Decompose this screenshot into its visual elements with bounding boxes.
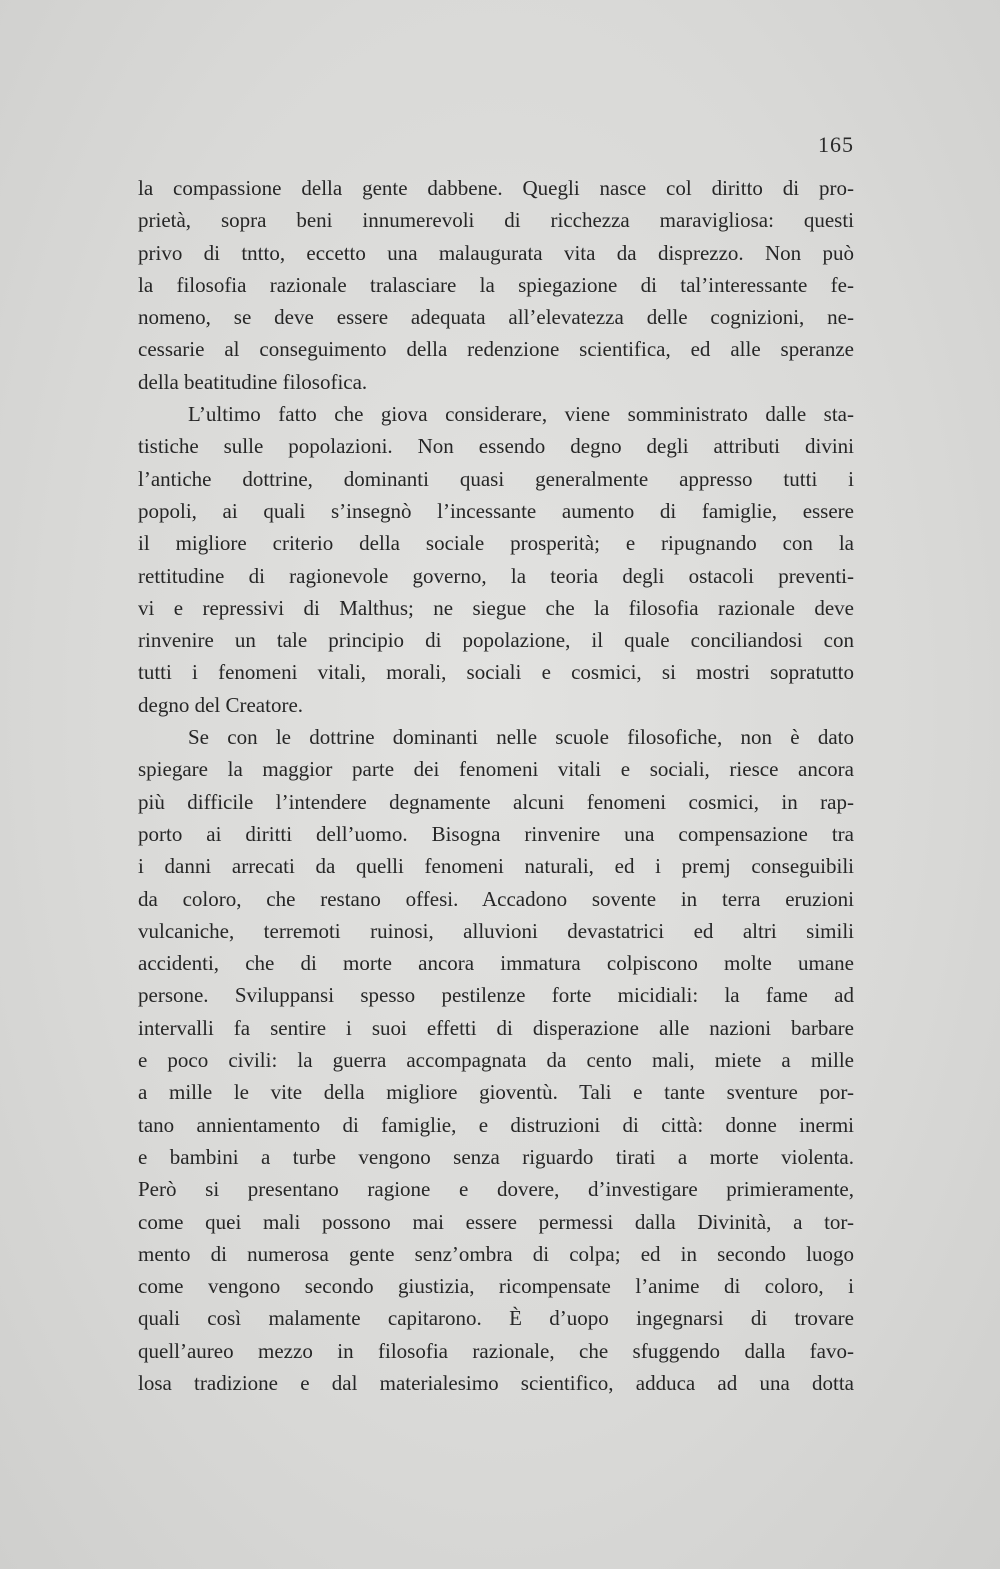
text-line: vulcaniche, terremoti ruinosi, alluvioni devastatrici ed altri simili [138, 918, 854, 943]
text-line: e bambini a turbe vengono senza riguardo tirati a morte violenta. [138, 1144, 854, 1169]
text-line: e poco civili: la guerra accompagnata da cento mali, miete a mille [138, 1048, 854, 1073]
text-line: i danni arrecati da quelli fenomeni naturali, ed i premj conseguibili [138, 854, 854, 879]
text-line: rinvenire un tale principio di popolazione, il quale conciliandosi con [138, 628, 854, 653]
text-line: a mille le vite della migliore gioventù. Tali e tante sventure por- [138, 1080, 854, 1105]
paragraph-first-line: Se con le dottrine dominanti nelle scuole filosofiche, non è dato [188, 725, 854, 750]
text-line: da coloro, che restano offesi. Accadono sovente in terra eruzioni [138, 886, 854, 911]
text-line: spiegare la maggior parte dei fenomeni vitali e sociali, riesce ancora [138, 757, 854, 782]
body-text [138, 172, 854, 1399]
text-line: tutti i fenomeni vitali, morali, sociali e cosmici, si mostri sopratutto [138, 660, 854, 685]
paragraph-last-line: della beatitudine filosofica. [138, 369, 368, 394]
paragraph-last-line: degno del Creatore. [138, 692, 304, 717]
page-number: 165 [818, 132, 854, 157]
text-line: prietà, sopra beni innumerevoli di ricchezza maravigliosa: questi [138, 208, 854, 233]
text-line: intervalli fa sentire i suoi effetti di disperazione alle nazioni barbare [138, 1015, 854, 1040]
text-line: porto ai diritti dell’uomo. Bisogna rinvenire una compensazione tra [138, 821, 854, 846]
text-line: mento di numerosa gente senz’ombra di colpa; ed in secondo luogo [138, 1241, 854, 1266]
text-line: come vengono secondo giustizia, ricompensate l’anime di coloro, i [138, 1274, 854, 1299]
text-line: nomeno, se deve essere adequata all’elevatezza delle cognizioni, ne- [138, 305, 854, 330]
text-line: privo di tntto, eccetto una malaugurata vita da disprezzo. Non può [138, 240, 854, 265]
text-line: Però si presentano ragione e dovere, d’investigare primieramente, [138, 1177, 854, 1202]
paragraph-first-line: L’ultimo fatto che giova considerare, viene somministrato dalle sta- [188, 402, 854, 427]
text-line: il migliore criterio della sociale prosperità; e ripugnando con la [138, 531, 854, 556]
text-line: l’antiche dottrine, dominanti quasi generalmente appresso tutti i [138, 466, 854, 491]
text-line: popoli, ai quali s’insegnò l’incessante aumento di famiglie, essere [138, 498, 854, 523]
text-line: vi e repressivi di Malthus; ne siegue che la filosofia razionale deve [138, 595, 854, 620]
text-line: quell’aureo mezzo in filosofia razionale, che sfuggendo dalla favo- [138, 1338, 854, 1363]
text-line: tano annientamento di famiglie, e distruzioni di città: donne inermi [138, 1112, 854, 1137]
text-line: più difficile l’intendere degnamente alcuni fenomeni cosmici, in rap- [138, 789, 854, 814]
text-line: rettitudine di ragionevole governo, la teoria degli ostacoli preventi- [138, 563, 854, 588]
text-line: cessarie al conseguimento della redenzione scientifica, ed alle speranze [138, 337, 854, 362]
text-line: losa tradizione e dal materialesimo scientifico, adduca ad una dotta [138, 1370, 854, 1395]
text-line: persone. Sviluppansi spesso pestilenze forte micidiali: la fame ad [138, 983, 854, 1008]
text-line: accidenti, che di morte ancora immatura colpiscono molte umane [138, 951, 854, 976]
text-line: tistiche sulle popolazioni. Non essendo degno degli attributi divini [138, 434, 854, 459]
text-line: come quei mali possono mai essere permessi dalla Divinità, a tor- [138, 1209, 854, 1234]
text-line: la compassione della gente dabbene. Quegli nasce col diritto di pro- [138, 176, 854, 200]
text-line: quali così malamente capitarono. È d’uopo ingegnarsi di trovare [138, 1306, 854, 1331]
text-line: la filosofia razionale tralasciare la spiegazione di tal’interessante fe- [138, 272, 854, 297]
